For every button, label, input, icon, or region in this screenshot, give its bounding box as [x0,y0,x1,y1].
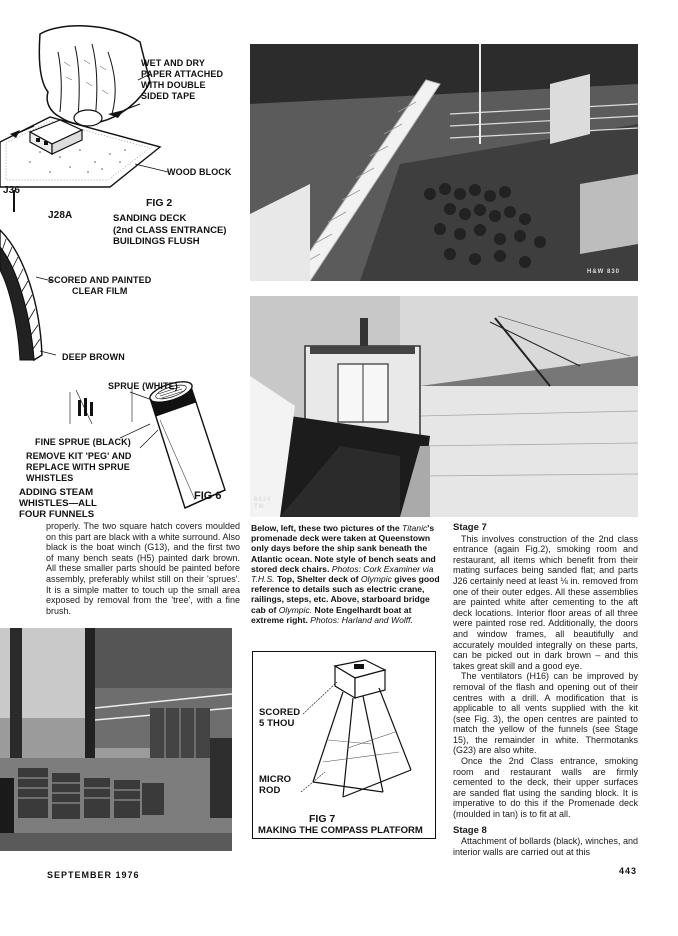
page-number: 443 [619,866,638,876]
stairs-film-label: SCORED AND PAINTED CLEAR FILM [48,275,152,296]
footer-date: SEPTEMBER 1976 [47,870,140,880]
shelter-deck-photo-credit: H&W 830 [586,269,620,275]
fig6-adding-label: ADDING STEAM WHISTLES—ALL FOUR FUNNELS [19,487,97,520]
fig7-micro-rod-label: MICRO ROD [259,774,292,796]
stage7-paragraph-1: This involves construction of the 2nd class entrance (again Fig.2), smoking room and restaurant, all items which benefit from their mating surfaces being sanded flat; and parts J26 certainly need at least ⅛ in. removed from one of their outer edges. All these assemblies are painted white after cementing to the aft deck locations. Interior floor areas of all three were painted rose red. Additionally, the doors and window frames, all beautifully and accurately moulded integrally on these parts, can be picked out in dark brown – and this takes great skill and a good eye. [453,533,638,671]
fig6-title: FIG 6 [194,490,222,502]
fig6-sprue-black-label: FINE SPRUE (BLACK) [35,437,131,447]
bridge-cab-photo [250,296,638,517]
fig7-box [252,651,436,839]
column1-paragraph: properly. The two square hatch covers moulded on this part are black with a white surround. Also black is the boat winch (G13), and the first two of many bench seats (H5) painted dark brown. All these smaller parts should be painted before assembly, preferably whilst still on their 'sprues'. It is a simple matter to touch up the small area exposed by removal from the 'tree', with a fine brush. [46,521,240,616]
bridge-cab-photo-credit: 8634 TM [254,497,272,510]
stage8-heading: Stage 8 [453,824,487,836]
stage8-paragraph-1: Attachment of bollards (black), winches, and interior walls are carried out at this [453,836,638,857]
fig2-part-j28a: J28A [48,210,73,221]
fig2-part-j36: J36 [3,185,20,196]
fig6-sprue-white-label: SPRUE (WHITE) [108,381,178,391]
fig7-caption: MAKING THE COMPASS PLATFORM [258,825,423,836]
fig6-remove-label: REMOVE KIT 'PEG' AND REPLACE WITH SPRUE WHISTLES [26,451,132,483]
promenade-deck-photo [0,628,232,851]
fig2-wood-block-label: WOOD BLOCK [167,167,232,177]
fig7-title: FIG 7 [309,813,336,825]
shelter-deck-photo [250,44,638,281]
promenade-deck-image [0,628,232,851]
stairs-brown-label: DEEP BROWN [62,352,125,362]
fig2-tape-label: WET AND DRY PAPER ATTACHED WITH DOUBLE SIDED TAPE [141,58,224,101]
sanding-hand-illustration [0,22,180,212]
photo-caption: Below, left, these two pictures of the Titanic's promenade deck were taken at Queenstown only days before the ship sank beneath the Atlantic ocean. Note style of bench seats and stored deck chairs. Photos: Cork Examiner via T.H.S. Top, Shelter deck of Olympic gives good reference to details such as electric crane, railings, steps, etc. Above, starboard bridge cab of Olympic. Note Engelhardt boat at extreme right. Photos: Harland and Wolff. [251,523,440,625]
fig2-title: FIG 2 [146,197,173,209]
staircase-drawing [0,225,60,370]
fig7-scored-label: SCORED 5 THOU [259,707,301,729]
shelter-deck-image [250,44,638,281]
column3-body-text [453,523,638,857]
stage7-heading: Stage 7 [453,522,487,533]
fig2-caption: SANDING DECK (2nd CLASS ENTRANCE) BUILDINGS FLUSH [113,213,227,247]
column1-body-text [46,521,240,616]
fig2-drawing [0,22,180,212]
staircase-illustration [0,225,60,370]
bridge-cab-image [250,296,638,517]
stage7-paragraph-2: The ventilators (H16) can be improved by removal of the flash and opening out of their centres with a drill. A modification that is applicable to all vents supplied with the kit (see Fig. 3), the open centres are painted to match the yellow of the funnels (see Stage 15), the remainder in white. Thermotanks (G23) are also white. [453,671,638,756]
stage7-paragraph-3: Once the 2nd Class entrance, smoking room and restaurant walls are firmly cemented to the deck, their upper surfaces are sanded flat using the sanding block. It is imperative to do this if the Promenade deck (moulded in tan) is to fit at all. [453,756,638,820]
